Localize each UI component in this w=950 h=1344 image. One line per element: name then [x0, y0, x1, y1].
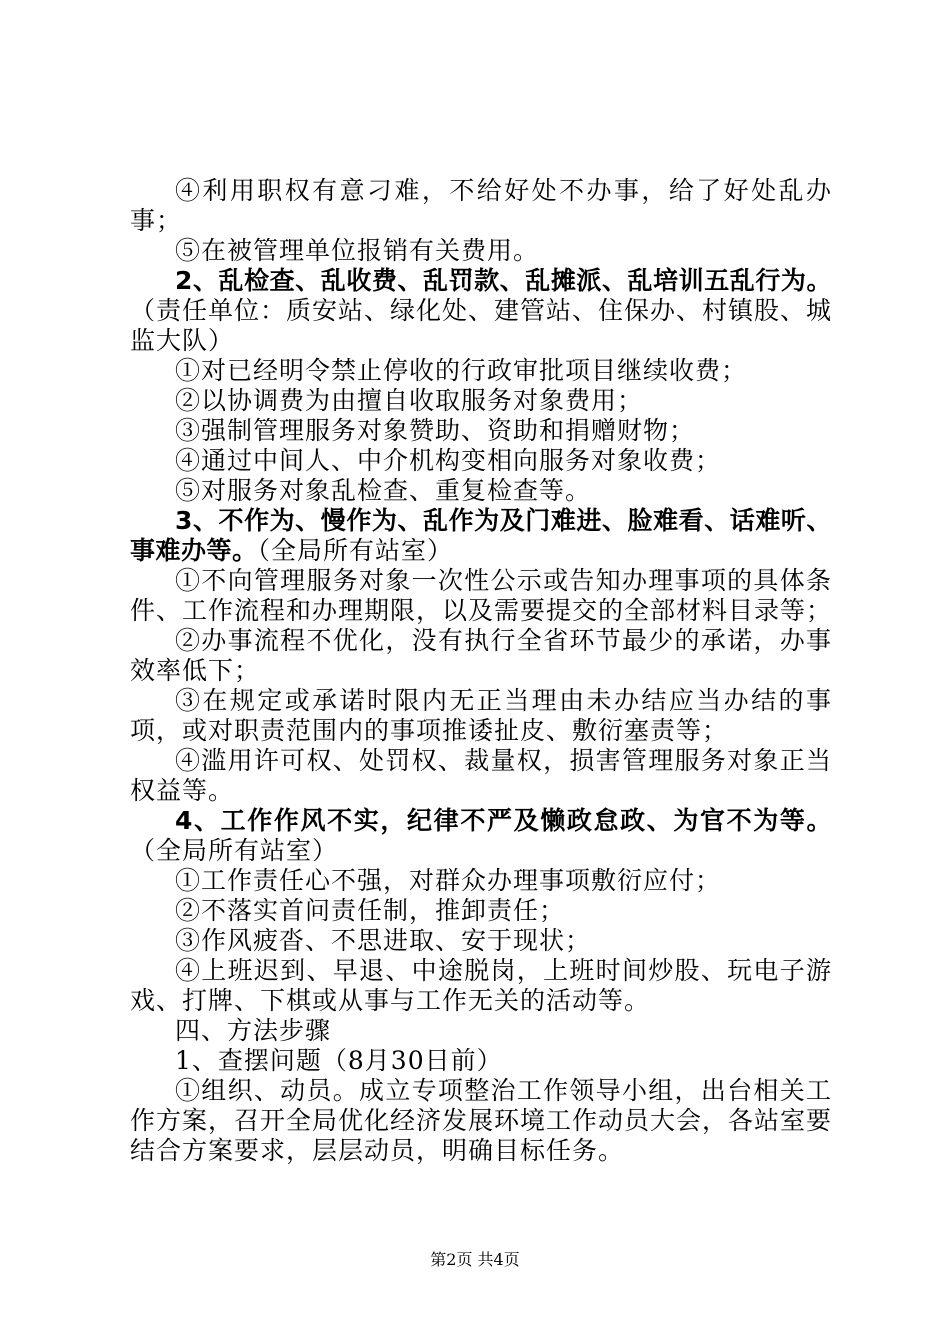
- list-item: ①工作责任心不强，对群众办理事项敷衍应付；: [175, 866, 722, 895]
- list-item: ③作风疲沓、不思进取、安于现状；: [175, 926, 592, 955]
- list-item: ①不向管理服务对象一次性公示或告知办理事项的具体条件、工作流程和办理期限，以及需要提交的全部材料目录等；: [130, 566, 833, 625]
- list-item: ④利用职权有意刁难，不给好处不办事，给了好处乱办事；: [130, 176, 832, 235]
- subsection-heading: 1、查摆问题（8月30日前）: [175, 1046, 503, 1075]
- document-body: [130, 176, 832, 1166]
- list-item: ③在规定或承诺时限内无正当理由未办结应当办结的事项，或对职责范围内的事项推诿扯皮、敷衍塞责等；: [130, 686, 832, 745]
- list-item: ①对已经明令禁止停收的行政审批项目继续收费；: [175, 356, 748, 385]
- page-footer: 第2页 共4页: [430, 1250, 520, 1269]
- section-heading: 3、不作为、慢作为、乱作为及门难进、脸难看、话难听、事难办等。: [130, 506, 832, 565]
- list-item: ①组织、动员。成立专项整治工作领导小组，出台相关工作方案，召开全局优化经济发展环境工作动员大会，各站室要结合方案要求，层层动员，明确目标任务。: [130, 1076, 833, 1165]
- list-item: ②以协调费为由擅自收取服务对象费用；: [175, 386, 644, 415]
- list-item: ④通过中间人、中介机构变相向服务对象收费；: [175, 446, 722, 475]
- section-heading: 2、乱检查、乱收费、乱罚款、乱摊派、乱培训五乱行为。: [175, 266, 832, 295]
- list-item: ④滥用许可权、处罚权、裁量权，损害管理服务对象正当权益等。: [130, 746, 832, 805]
- list-item: ②不落实首问责任制，推卸责任；: [175, 896, 566, 925]
- responsibility-note: （责任单位：质安站、绿化处、建管站、住保办、村镇股、城监大队）: [130, 296, 833, 355]
- list-item: ③强制管理服务对象赞助、资助和捐赠财物；: [175, 416, 696, 445]
- list-item: ⑤对服务对象乱检查、重复检查等。: [175, 476, 592, 505]
- section-heading: 四、方法步骤: [175, 1016, 332, 1045]
- list-item: ④上班迟到、早退、中途脱岗，上班时间炒股、玩电子游戏、打牌、下棋或从事与工作无关的活动等。: [130, 956, 832, 1015]
- list-item: ②办事流程不优化，没有执行全省环节最少的承诺，办事效率低下；: [130, 626, 832, 685]
- responsibility-note: （全局所有站室）: [257, 536, 454, 565]
- responsibility-note: （全局所有站室）: [130, 836, 339, 865]
- list-item: ⑤在被管理单位报销有关费用。: [175, 236, 540, 265]
- section-heading: 4、工作作风不实，纪律不严及懒政怠政、为官不为等。: [175, 806, 832, 835]
